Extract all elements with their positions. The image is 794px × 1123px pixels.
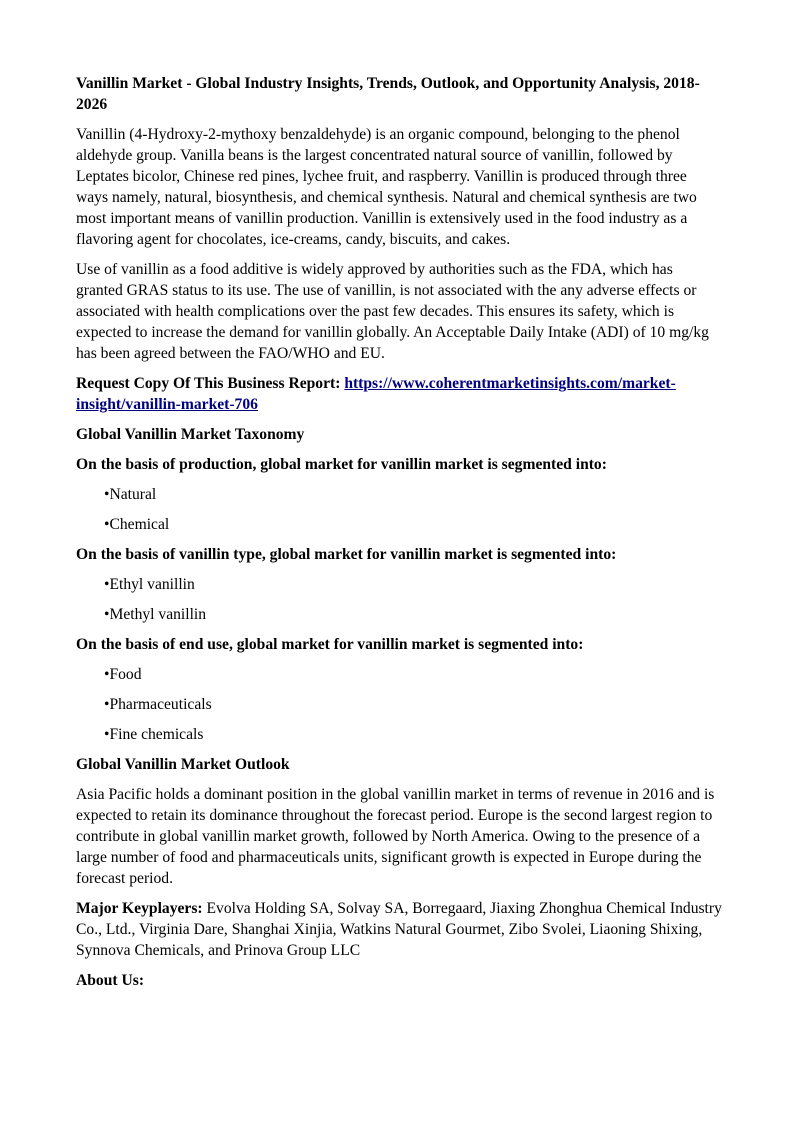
request-copy-label: Request Copy Of This Business Report:: [76, 375, 345, 392]
taxonomy-heading: Global Vanillin Market Taxonomy: [76, 426, 305, 443]
list-item: •Chemical: [104, 516, 170, 533]
list-item: •Food: [104, 666, 142, 683]
keyplayers-label: Major Keyplayers:: [76, 900, 203, 917]
segment-heading-end-use: On the basis of end use, global market for vanillin market is segmented into:: [76, 636, 584, 653]
segment-heading-production: On the basis of production, global market for vanillin market is segmented into:: [76, 456, 607, 473]
document-title: Vanillin Market - Global Industry Insights, Trends, Outlook, and Opportunity Analysis, 2018-2026: [76, 75, 700, 113]
list-item: •Pharmaceuticals: [104, 696, 212, 713]
segment-heading-vanillin-type: On the basis of vanillin type, global market for vanillin market is segmented into:: [76, 546, 617, 563]
request-copy-line: [76, 373, 722, 415]
outlook-paragraph: Asia Pacific holds a dominant position in the global vanillin market in terms of revenue in 2016 and is expected to retain its dominance throughout the forecast period. Europe is the second largest region to contribute in global vanillin market growth, followed by North America. Owing to the presence of a large number of food and pharmaceuticals units, significant growth is expected in Europe during the forecast period.: [76, 786, 715, 887]
outlook-heading: Global Vanillin Market Outlook: [76, 756, 290, 773]
list-item: •Fine chemicals: [104, 726, 204, 743]
list-item: •Natural: [104, 486, 157, 503]
document-page: [76, 73, 722, 1000]
keyplayers-paragraph: [76, 898, 722, 961]
intro-paragraph-1: Vanillin (4-Hydroxy-2-mythoxy benzaldehyde) is an organic compound, belonging to the phenol aldehyde group. Vanilla beans is the largest concentrated natural source of vanillin, followed by Leptates bicolor, Chinese red pines, lychee fruit, and raspberry. Vanillin is produced through three ways namely, natural, biosynthesis, and chemical synthesis. Natural and chemical synthesis are two most important means of vanillin production. Vanillin is extensively used in the food industry as a flavoring agent for chocolates, ice-creams, candy, biscuits, and cakes.: [76, 126, 697, 248]
keyplayers-text: Evolva Holding SA, Solvay SA, Borregaard, Jiaxing Zhonghua Chemical Industry Co., Ltd., Virginia Dare, Shanghai Xinjia, Watkins Natural Gourmet, Zibo Svolei, Liaoning Shixing, Synnova Chemicals, and Prinova Group LLC: [76, 900, 722, 959]
list-item: •Ethyl vanillin: [104, 576, 195, 593]
report-link[interactable]: https://www.coherentmarketinsights.com/market-insight/vanillin-market-706: [76, 375, 676, 413]
intro-paragraph-2: Use of vanillin as a food additive is widely approved by authorities such as the FDA, which has granted GRAS status to its use. The use of vanillin, is not associated with the any adverse effects or associated with health complications over the past few decades. This ensures its safety, which is expected to increase the demand for vanillin globally. An Acceptable Daily Intake (ADI) of 10 mg/kg has been agreed between the FAO/WHO and EU.: [76, 261, 709, 362]
about-heading: About Us:: [76, 972, 145, 989]
list-item: •Methyl vanillin: [104, 606, 207, 623]
